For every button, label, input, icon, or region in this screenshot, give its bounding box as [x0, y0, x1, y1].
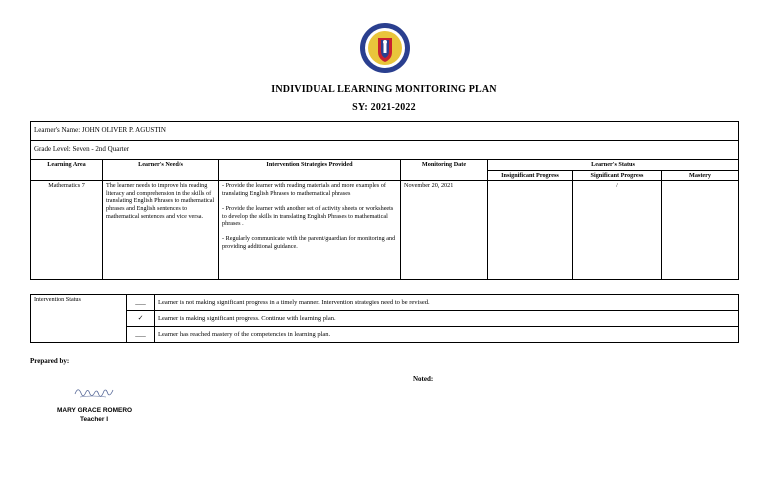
header-significant: Significant Progress	[573, 170, 662, 181]
teacher-role: Teacher I	[80, 416, 109, 423]
status-checkmark: ✓	[127, 311, 155, 327]
cell-needs: The learner needs to improve his reading literacy and comprehension in the skills of translating English Phrases to mathematical phrases and English sentences to mathematical sentences and vice versa.	[103, 181, 219, 280]
cell-monitoring-date: November 20, 2021	[401, 181, 488, 280]
strategy-item: - Provide the learner with another set of activity sheets or worksheets to develop the skills in translating English Phrases to mathematical phrases .	[222, 204, 394, 228]
header-needs: Learner's Need/s	[103, 160, 219, 181]
cell-mastery	[662, 181, 739, 280]
strategy-item: - Regularly communicate with the parent/guardian for monitoring and providing additional guidance.	[222, 235, 396, 250]
status-option-text: Learner has reached mastery of the competencies in learning plan.	[155, 327, 739, 343]
intervention-status-label: Intervention Status	[31, 295, 127, 343]
header-mastery: Mastery	[662, 170, 739, 181]
cell-learning-area: Mathematics 7	[31, 181, 103, 280]
header-learning-area: Learning Area	[31, 160, 103, 181]
signature-image	[72, 384, 116, 402]
cell-significant: /	[573, 181, 662, 280]
cell-insignificant	[488, 181, 573, 280]
status-mark: ___	[127, 327, 155, 343]
monitoring-plan-table	[30, 121, 739, 280]
deped-seal-icon	[359, 22, 411, 74]
school-year: SY: 2021-2022	[352, 102, 416, 113]
grade-level: Grade Level: Seven - 2nd Quarter	[31, 141, 739, 160]
header-monitoring-date: Monitoring Date	[401, 160, 488, 181]
status-option-text: Learner is making significant progress. Continue with learning plan.	[155, 311, 739, 327]
strategy-item: - Provide the learner with reading materials and more examples of translating English Phrases to mathematical phrases	[222, 182, 386, 197]
header-insignificant: Insignificant Progress	[488, 170, 573, 181]
teacher-name: MARY GRACE ROMERO	[57, 407, 133, 414]
cell-strategies	[219, 181, 401, 280]
status-option-text: Learner is not making significant progress in a timely manner. Intervention strategies need to be revised.	[155, 295, 739, 311]
header-learner-status: Learner's Status	[488, 160, 739, 171]
status-mark: ___	[127, 295, 155, 311]
document-title: INDIVIDUAL LEARNING MONITORING PLAN	[271, 84, 497, 95]
intervention-status-table	[30, 294, 739, 343]
noted-label: Noted:	[413, 375, 434, 383]
table-row	[31, 181, 739, 280]
header-strategies: Intervention Strategies Provided	[219, 160, 401, 181]
prepared-by-label: Prepared by:	[30, 357, 70, 365]
learner-name: Learner's Name: JOHN OLIVER P. AGUSTIN	[31, 122, 739, 141]
